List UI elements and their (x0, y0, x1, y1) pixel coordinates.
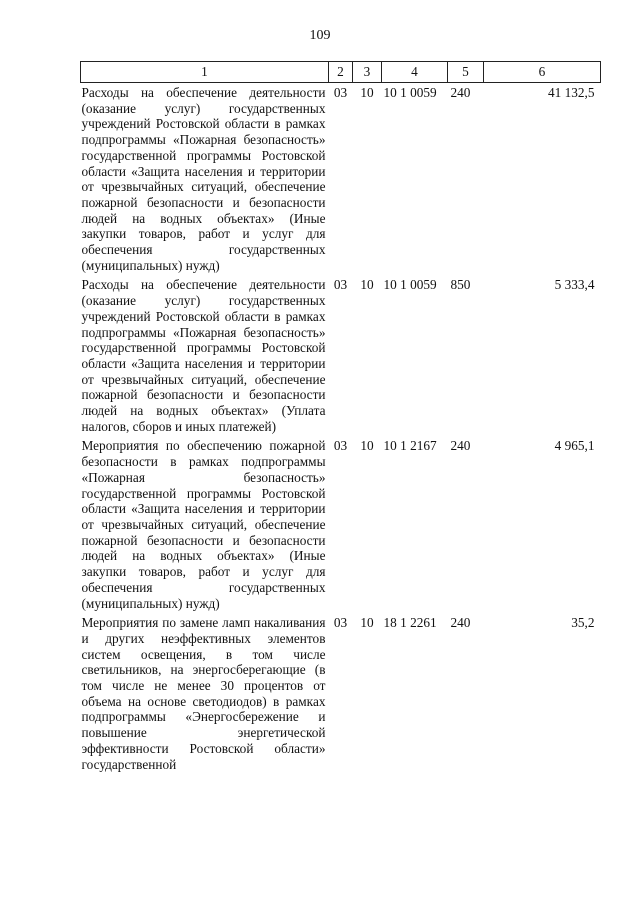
row-section-code: 03 (333, 85, 348, 100)
header-col-2: 2 (329, 62, 353, 83)
header-col-5: 5 (448, 62, 484, 83)
row-section-code: 03 (333, 438, 348, 454)
row-subsection-code: 10 (360, 85, 374, 100)
header-col-3: 3 (353, 62, 382, 83)
header-col-1: 1 (81, 62, 329, 83)
row-amount: 35,2 (571, 615, 595, 631)
page-number: 109 (309, 28, 331, 43)
row-expense-type-code: 240 (450, 85, 471, 100)
row-description: Мероприятия по обеспечению пожарной безопасности в рамках подпрограммы «Пожарная безопасность» государственной программы Ростовской области «Защита населения и территории от чрезвычайных ситуаций, обеспечение пожарной безопасности и безопасности людей на водных объектах» (Иные закупки товаров, работ и услуг для обеспечения государственных (муниципальных) нужд) (81, 438, 326, 611)
row-description: Расходы на обеспечение деятельности (оказание услуг) государственных учреждений Ростовской области в рамках подпрограммы «Пожарная безопасность» государственной программы Ростовской области «Защита населения и территории от чрезвычайных ситуаций, обеспечение пожарной безопасности и безопасности людей на водных объектах» (Иные закупки товаров, работ и услуг для обеспечения государственных (муниципальных) нужд) (81, 85, 326, 273)
table-body (81, 83, 601, 775)
row-expense-type-code: 240 (450, 615, 471, 631)
budget-table (80, 61, 601, 774)
row-description: Расходы на обеспечение деятельности (оказание услуг) государственных учреждений Ростовской области в рамках подпрограммы «Пожарная безопасность» государственной программы Ростовской области «Защита населения и территории от чрезвычайных ситуаций, обеспечение пожарной безопасности и безопасности людей на водных объектах» (Уплата налогов, сборов и иных платежей) (81, 277, 326, 434)
table-row (81, 436, 601, 613)
table-row (81, 275, 601, 436)
row-target-code: 10 1 0059 (383, 85, 437, 100)
header-row (81, 62, 601, 83)
row-description: Мероприятия по замене ламп накаливания и других неэффективных элементов систем освещения, в том числе светильников, на энергосберегающие (в том числе не менее 30 процентов от объема на основе светодиодов) в рамках подпрограммы «Энергосбережение и повышение энергетической эффективности Ростовской области» государственной (81, 615, 326, 772)
row-subsection-code: 10 (360, 615, 374, 631)
row-subsection-code: 10 (360, 277, 374, 293)
table-row (81, 613, 601, 774)
header-col-6: 6 (484, 62, 601, 83)
table-row (81, 83, 601, 276)
row-amount: 5 333,4 (554, 277, 595, 293)
row-expense-type-code: 240 (450, 438, 471, 454)
row-amount: 41 132,5 (547, 85, 595, 100)
row-section-code: 03 (333, 615, 348, 631)
row-target-code: 10 1 0059 (383, 277, 437, 293)
row-subsection-code: 10 (360, 438, 374, 454)
header-col-4: 4 (382, 62, 448, 83)
row-section-code: 03 (333, 277, 348, 293)
table-header (81, 62, 601, 83)
row-expense-type-code: 850 (450, 277, 471, 293)
row-amount: 4 965,1 (554, 438, 595, 454)
row-target-code: 10 1 2167 (383, 438, 437, 454)
row-target-code: 18 1 2261 (383, 615, 437, 631)
